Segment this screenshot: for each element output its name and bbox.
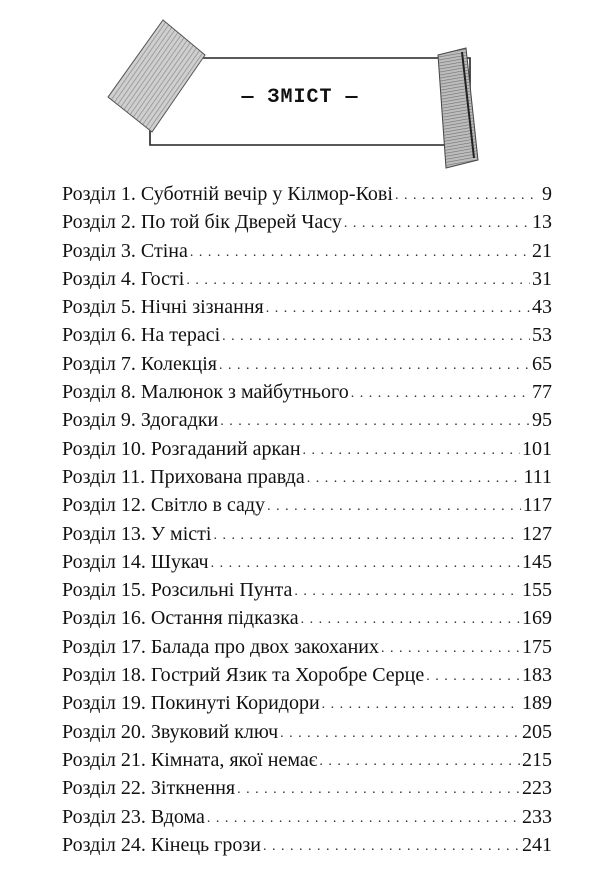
toc-dot-leader [307,462,522,493]
toc-page-number: 223 [522,777,552,800]
toc-page-number: 65 [532,352,552,375]
toc-entry [62,208,552,236]
toc-page-number: 95 [532,409,552,432]
toc-dot-leader [351,377,530,408]
toc-entry [62,237,552,265]
toc-dot-leader [211,547,520,578]
toc-dot-leader [322,688,520,719]
toc-page-number: 127 [522,522,552,545]
toc-page-number: 13 [532,211,552,234]
toc-entry [62,661,552,689]
toc-page-number: 155 [522,579,552,602]
toc-entry [62,604,552,632]
toc-page-number: 205 [522,720,552,743]
toc-page-number: 145 [522,550,552,573]
toc-dot-leader [207,802,520,833]
toc-dot-leader [266,292,530,323]
toc-chapter-title: Розділ 1. Суботній вечір у Кілмор-Кові [62,183,393,205]
toc-entry [62,435,552,463]
toc-entry [62,321,552,349]
toc-chapter-title: Розділ 3. Стіна [62,239,188,262]
toc-entry [62,576,552,604]
toc-dot-leader [381,632,520,663]
toc-dot-leader [280,717,520,748]
toc-chapter-title: Розділ 8. Малюнок з майбутнього [62,381,349,404]
toc-entry [62,520,552,548]
toc-dot-leader [213,519,520,550]
toc-chapter-title: Розділ 23. Вдома [62,805,205,828]
toc-entry [62,491,552,519]
toc-chapter-title: Розділ 15. Розсильні Пунта [62,579,293,602]
toc-page-number: 31 [532,267,552,290]
toc-entry [62,718,552,746]
toc-entry [62,803,552,831]
toc-chapter-title: Розділ 16. Остання підказка [62,607,299,630]
toc-page-number: 77 [532,381,552,404]
toc-entry [62,774,552,802]
toc-dot-leader [237,773,520,804]
toc-page-number: 53 [532,324,552,347]
toc-chapter-title: Розділ 21. Кімната, якої немає [62,748,318,771]
toc-entry [62,378,552,406]
toc-entry [62,463,552,491]
toc-page-number: 183 [522,664,552,687]
toc-page-number: 21 [532,239,552,262]
toc-entry [62,293,552,321]
toc-dot-leader [220,405,530,436]
toc-entry [62,746,552,774]
toc-entry [62,180,552,208]
toc-dot-leader [294,575,520,606]
title-banner [0,0,600,170]
toc-chapter-title: Розділ 11. Прихована правда [62,465,305,488]
toc-chapter-title: Розділ 17. Балада про двох закоханих [62,635,380,658]
toc-page-number: 169 [522,607,552,630]
toc-chapter-title: Розділ 4. Гості [62,267,185,290]
toc-page-number: 117 [522,494,552,517]
page-title: — ЗМІСТ — [241,86,359,109]
toc-chapter-title: Розділ 24. Кінець грози [62,833,261,856]
toc-entry [62,265,552,293]
toc-page-number: 189 [522,692,552,715]
toc-page-number: 101 [522,437,552,460]
table-of-contents [62,180,552,859]
toc-chapter-title: Розділ 12. Світло в саду [62,494,266,517]
toc-chapter-title: Розділ 2. По той бік Дверей Часу [62,211,342,234]
paper-banner-illustration [0,0,600,170]
toc-entry [62,633,552,661]
toc-dot-leader [301,603,520,634]
toc-dot-leader [263,830,520,861]
toc-chapter-title: Розділ 10. Розгаданий аркан [62,437,301,460]
toc-dot-leader [222,320,530,351]
toc-entry [62,548,552,576]
toc-dot-leader [395,179,540,210]
toc-chapter-title: Розділ 7. Колекція [62,352,217,375]
toc-chapter-title: Розділ 5. Нічні зізнання [62,296,264,319]
toc-chapter-title: Розділ 13. У місті [62,522,212,545]
toc-page-number: 9 [542,183,552,205]
toc-chapter-title: Розділ 20. Звуковий ключ [62,720,279,743]
toc-chapter-title: Розділ 9. Здогадки [62,409,219,432]
toc-chapter-title: Розділ 19. Покинуті Коридори [62,692,320,715]
toc-entry [62,406,552,434]
toc-page-number: 215 [522,748,552,771]
toc-chapter-title: Розділ 22. Зіткнення [62,777,236,800]
toc-chapter-title: Розділ 18. Гострий Язик та Хоробре Серце [62,664,425,687]
toc-page-number: 111 [523,465,552,488]
toc-entry [62,689,552,717]
toc-page-number: 175 [522,635,552,658]
toc-dot-leader [319,745,520,776]
toc-chapter-title: Розділ 6. На терасі [62,324,221,347]
toc-page-number: 43 [532,296,552,319]
toc-page-number: 233 [522,805,552,828]
toc-dot-leader [344,207,530,238]
toc-dot-leader [426,660,520,691]
toc-dot-leader [267,490,521,521]
toc-chapter-title: Розділ 14. Шукач [62,550,209,573]
toc-dot-leader [303,434,520,465]
toc-dot-leader [219,349,530,380]
toc-entry [62,831,552,859]
toc-entry [62,350,552,378]
toc-dot-leader [186,264,530,295]
toc-dot-leader [190,236,530,267]
toc-page-number: 241 [522,833,552,856]
